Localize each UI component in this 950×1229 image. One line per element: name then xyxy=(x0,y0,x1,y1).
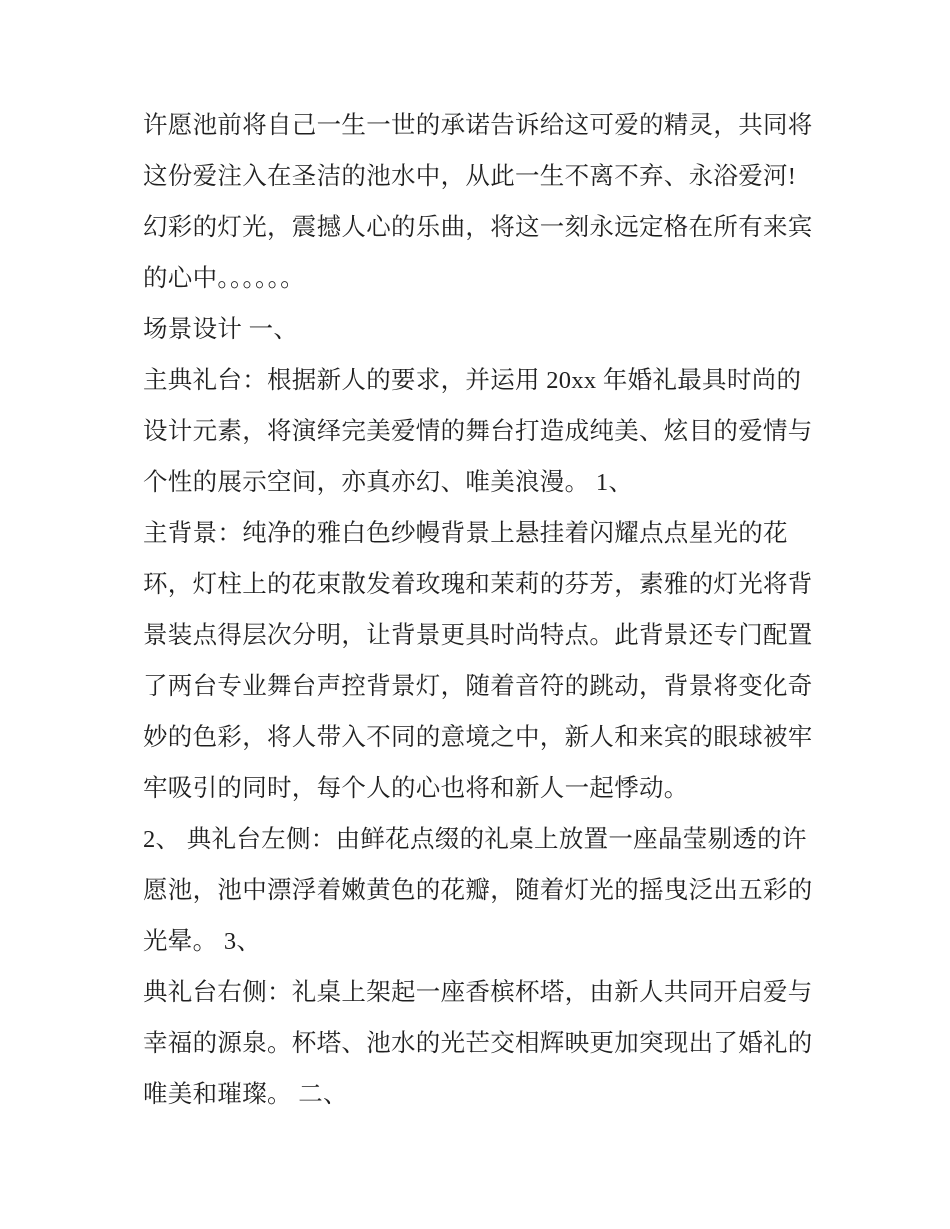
text-line: 设计元素，将演绎完美爱情的舞台打造成纯美、炫目的爱情与 xyxy=(143,418,813,445)
text-line: 了两台专业舞台声控背景灯，随着音符的跳动，背景将变化奇 xyxy=(143,673,813,700)
text-line: 牢吸引的同时，每个人的心也将和新人一起悸动。 xyxy=(143,775,689,802)
text-line: 妙的色彩，将人带入不同的意境之中，新人和来宾的眼球被牢 xyxy=(143,724,813,751)
text-line: 唯美和璀璨。 二、 xyxy=(143,1081,348,1108)
text-line: 愿池，池中漂浮着嫩黄色的花瓣，随着灯光的摇曳泛出五彩的 xyxy=(143,877,813,904)
text-line: 光晕。 3、 xyxy=(143,928,262,955)
text-line: 典礼台右侧：礼桌上架起一座香槟杯塔，由新人共同开启爱与 xyxy=(143,979,813,1006)
text-line: 许愿池前将自己一生一世的承诺告诉给这可爱的精灵，共同将 xyxy=(143,112,813,139)
text-line: 景装点得层次分明，让背景更具时尚特点。此背景还专门配置 xyxy=(143,622,813,649)
text-line: 幻彩的灯光，震撼人心的乐曲，将这一刻永远定格在所有来宾 xyxy=(143,214,813,241)
text-line: 环，灯柱上的花束散发着玫瑰和茉莉的芬芳，素雅的灯光将背 xyxy=(143,571,813,598)
text-line: 主典礼台：根据新人的要求，并运用 20xx 年婚礼最具时尚的 xyxy=(143,367,802,394)
text-line: 幸福的源泉。杯塔、池水的光芒交相辉映更加突现出了婚礼的 xyxy=(143,1030,813,1057)
text-line: 场景设计 一、 xyxy=(143,316,299,343)
text-line: 主背景：纯净的雅白色纱幔背景上悬挂着闪耀点点星光的花 xyxy=(143,520,788,547)
text-line: 这份爱注入在圣洁的池水中，从此一生不离不弃、永浴爱河! xyxy=(143,163,797,190)
text-line: 个性的展示空间，亦真亦幻、唯美浪漫。 1、 xyxy=(143,469,634,496)
text-line: 2、 典礼台左侧：由鲜花点缀的礼桌上放置一座晶莹剔透的许 xyxy=(143,826,807,853)
text-line: 的心中。。。。。。 xyxy=(143,265,305,292)
